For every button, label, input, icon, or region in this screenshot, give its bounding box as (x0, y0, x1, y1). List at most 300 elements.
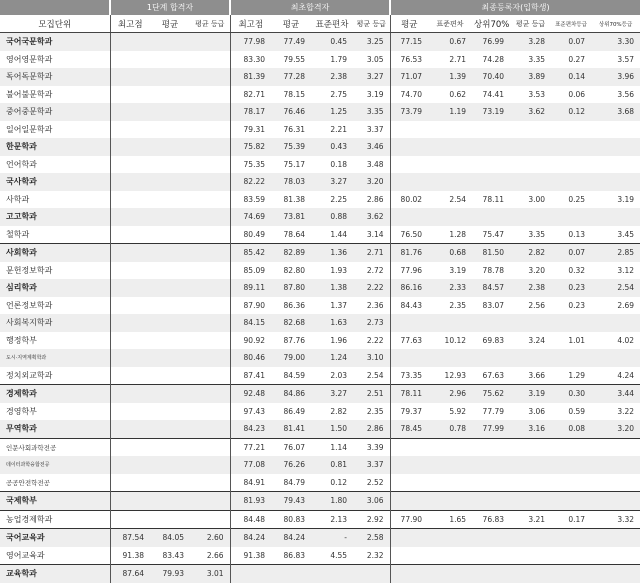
score-cell: 3.27 (353, 68, 390, 86)
score-cell: 0.23 (551, 279, 591, 297)
score-cell: 81.41 (271, 420, 311, 438)
score-cell (510, 314, 551, 332)
score-cell: 81.38 (271, 191, 311, 209)
score-cell: 79.31 (230, 121, 271, 139)
department-name: 불어불문학과 (0, 86, 110, 104)
score-cell: 84.59 (271, 367, 311, 385)
score-cell (428, 121, 472, 139)
score-cell (190, 474, 230, 492)
score-cell (190, 156, 230, 174)
score-cell: 80.49 (230, 226, 271, 244)
score-cell: 67.63 (472, 367, 510, 385)
score-cell (150, 86, 190, 104)
score-cell: 79.93 (150, 565, 190, 583)
department-name: 언론정보학과 (0, 297, 110, 315)
score-cell: 76.31 (271, 121, 311, 139)
department-name: 인문사회과학전공 (0, 438, 110, 456)
score-cell (190, 492, 230, 511)
score-cell: 0.18 (311, 156, 353, 174)
score-cell: 74.41 (472, 86, 510, 104)
score-cell: 77.49 (271, 33, 311, 51)
score-cell (428, 565, 472, 583)
score-cell (428, 173, 472, 191)
score-cell: 0.43 (311, 138, 353, 156)
score-cell: 0.23 (551, 297, 591, 315)
score-cell: 0.17 (551, 510, 591, 529)
score-cell: 77.15 (390, 33, 428, 51)
score-cell (150, 262, 190, 280)
score-cell: 3.35 (353, 103, 390, 121)
score-cell: 84.79 (271, 474, 311, 492)
score-cell: 2.69 (591, 297, 640, 315)
score-cell: 87.41 (230, 367, 271, 385)
score-cell: 2.32 (353, 547, 390, 565)
table-row (0, 51, 640, 69)
score-cell: 2.52 (353, 474, 390, 492)
table-row (0, 103, 640, 121)
score-cell (510, 547, 551, 565)
score-cell (190, 456, 230, 474)
score-cell: 77.98 (230, 33, 271, 51)
score-cell (110, 438, 150, 456)
table-row (0, 208, 640, 226)
score-cell (150, 314, 190, 332)
score-cell: 74.28 (472, 51, 510, 69)
score-cell: 78.15 (271, 86, 311, 104)
department-name: 국어국문학과 (0, 33, 110, 51)
table-row (0, 349, 640, 367)
score-cell (110, 68, 150, 86)
score-cell (150, 456, 190, 474)
score-cell (390, 208, 428, 226)
score-cell: 2.35 (353, 403, 390, 421)
score-cell: 77.63 (390, 332, 428, 350)
table-row (0, 279, 640, 297)
department-name: 정치외교학과 (0, 367, 110, 385)
score-cell (551, 474, 591, 492)
score-cell: 84.91 (230, 474, 271, 492)
score-cell: 3.00 (510, 191, 551, 209)
table-row (0, 403, 640, 421)
department-name: 사회복지학과 (0, 314, 110, 332)
score-cell: 86.49 (271, 403, 311, 421)
score-cell (150, 332, 190, 350)
score-cell (428, 349, 472, 367)
score-cell: 81.39 (230, 68, 271, 86)
department-name: 영어영문학과 (0, 51, 110, 69)
score-cell: 82.80 (271, 262, 311, 280)
score-cell: 82.71 (230, 86, 271, 104)
score-cell: 2.13 (311, 510, 353, 529)
score-cell: 2.56 (510, 297, 551, 315)
score-cell (190, 510, 230, 529)
score-cell: 3.05 (353, 51, 390, 69)
score-cell: 77.96 (390, 262, 428, 280)
score-cell (591, 208, 640, 226)
table-row (0, 86, 640, 104)
column-header: 최고점 (110, 15, 150, 33)
table-row (0, 510, 640, 529)
score-cell: 2.96 (428, 385, 472, 403)
score-cell: 2.82 (311, 403, 353, 421)
score-cell: 76.53 (390, 51, 428, 69)
table-row (0, 332, 640, 350)
score-cell: 0.68 (428, 244, 472, 262)
score-cell (510, 565, 551, 583)
score-cell: 0.07 (551, 244, 591, 262)
score-cell: 77.99 (472, 420, 510, 438)
score-cell: 92.48 (230, 385, 271, 403)
department-name: 공공안전학전공 (0, 474, 110, 492)
score-cell: 0.88 (311, 208, 353, 226)
score-cell: 84.05 (150, 529, 190, 547)
column-header: 상위70%등급 (591, 15, 640, 33)
score-cell: 2.51 (353, 385, 390, 403)
column-header: 평균 등급 (353, 15, 390, 33)
score-cell: 3.62 (353, 208, 390, 226)
score-cell (150, 474, 190, 492)
score-cell: 87.54 (110, 529, 150, 547)
table-row (0, 226, 640, 244)
column-header: 평균 등급 (510, 15, 551, 33)
table-row (0, 547, 640, 565)
score-cell: 2.36 (353, 297, 390, 315)
score-cell (110, 297, 150, 315)
score-cell: 0.08 (551, 420, 591, 438)
column-header: 표준편차 (428, 15, 472, 33)
score-cell (150, 191, 190, 209)
score-cell (472, 208, 510, 226)
score-cell (510, 208, 551, 226)
score-cell (110, 226, 150, 244)
score-cell: 84.24 (271, 529, 311, 547)
score-cell (591, 529, 640, 547)
score-cell: 0.81 (311, 456, 353, 474)
score-cell: 3.25 (353, 33, 390, 51)
score-cell: 84.86 (271, 385, 311, 403)
score-cell (150, 403, 190, 421)
score-cell (510, 456, 551, 474)
table-row (0, 456, 640, 474)
table-row (0, 367, 640, 385)
score-cell (150, 297, 190, 315)
score-cell (271, 565, 311, 583)
score-cell: 3.45 (591, 226, 640, 244)
score-cell: 91.38 (230, 547, 271, 565)
score-cell: 1.19 (428, 103, 472, 121)
score-cell (110, 332, 150, 350)
department-name: 독어독문학과 (0, 68, 110, 86)
score-cell (428, 314, 472, 332)
score-cell (190, 349, 230, 367)
score-cell (591, 121, 640, 139)
score-cell: 0.12 (551, 103, 591, 121)
score-cell: 0.30 (551, 385, 591, 403)
score-cell (190, 438, 230, 456)
score-cell (551, 173, 591, 191)
score-cell (551, 492, 591, 511)
score-cell: 1.39 (428, 68, 472, 86)
department-name: 고고학과 (0, 208, 110, 226)
group-header-initial: 최초합격자 (230, 0, 390, 15)
score-cell (390, 156, 428, 174)
score-cell (110, 262, 150, 280)
score-cell: 1.93 (311, 262, 353, 280)
score-cell: 2.92 (353, 510, 390, 529)
score-cell (510, 438, 551, 456)
score-cell (551, 156, 591, 174)
score-cell: 78.03 (271, 173, 311, 191)
department-name: 농업경제학과 (0, 510, 110, 529)
score-cell (190, 173, 230, 191)
score-cell: 3.20 (353, 173, 390, 191)
table-row (0, 68, 640, 86)
score-cell: 2.86 (353, 191, 390, 209)
score-cell (591, 492, 640, 511)
score-cell (110, 420, 150, 438)
score-cell (110, 279, 150, 297)
score-cell (591, 314, 640, 332)
department-name: 국사학과 (0, 173, 110, 191)
score-cell: 3.57 (591, 51, 640, 69)
score-cell: 0.62 (428, 86, 472, 104)
score-cell: 78.11 (472, 191, 510, 209)
score-cell (591, 438, 640, 456)
score-cell: 3.22 (591, 403, 640, 421)
score-cell: 3.21 (510, 510, 551, 529)
score-cell: 2.71 (353, 244, 390, 262)
score-cell: 2.71 (428, 51, 472, 69)
score-cell (551, 438, 591, 456)
table-row (0, 297, 640, 315)
score-cell (551, 349, 591, 367)
score-cell (110, 349, 150, 367)
score-cell: 3.14 (353, 226, 390, 244)
score-cell (390, 547, 428, 565)
score-cell (510, 474, 551, 492)
score-cell: 3.24 (510, 332, 551, 350)
score-cell: 86.83 (271, 547, 311, 565)
score-cell: 0.07 (551, 33, 591, 51)
department-name: 언어학과 (0, 156, 110, 174)
score-cell: 84.48 (230, 510, 271, 529)
score-cell (190, 121, 230, 139)
score-cell: 3.35 (510, 51, 551, 69)
score-cell: 3.19 (591, 191, 640, 209)
score-cell: 3.19 (510, 385, 551, 403)
score-cell (190, 191, 230, 209)
score-cell (150, 349, 190, 367)
score-cell (591, 173, 640, 191)
score-cell (472, 349, 510, 367)
score-cell: 2.72 (353, 262, 390, 280)
score-cell: 90.92 (230, 332, 271, 350)
score-cell (390, 349, 428, 367)
department-name: 행정학부 (0, 332, 110, 350)
score-cell: 2.21 (311, 121, 353, 139)
score-cell (190, 226, 230, 244)
score-cell: 77.28 (271, 68, 311, 86)
department-name: 사회학과 (0, 244, 110, 262)
score-cell: 0.67 (428, 33, 472, 51)
score-cell: 78.17 (230, 103, 271, 121)
score-cell (110, 103, 150, 121)
department-name: 사학과 (0, 191, 110, 209)
score-cell: 2.82 (510, 244, 551, 262)
score-cell (110, 510, 150, 529)
score-cell (472, 529, 510, 547)
score-cell: 86.16 (390, 279, 428, 297)
score-cell (428, 547, 472, 565)
score-cell: 2.38 (311, 68, 353, 86)
table-row (0, 121, 640, 139)
score-cell: 3.48 (353, 156, 390, 174)
score-cell: 1.50 (311, 420, 353, 438)
score-cell: 70.40 (472, 68, 510, 86)
score-cell: 83.59 (230, 191, 271, 209)
score-cell (110, 474, 150, 492)
score-cell: 85.09 (230, 262, 271, 280)
score-cell: 87.76 (271, 332, 311, 350)
score-cell (150, 103, 190, 121)
score-cell: 83.43 (150, 547, 190, 565)
table-row (0, 385, 640, 403)
score-cell (390, 438, 428, 456)
score-cell: 3.89 (510, 68, 551, 86)
score-cell: 2.66 (190, 547, 230, 565)
score-cell: 3.32 (591, 510, 640, 529)
department-name: 문헌정보학과 (0, 262, 110, 280)
score-cell (510, 121, 551, 139)
score-cell (190, 385, 230, 403)
score-cell: 0.06 (551, 86, 591, 104)
score-cell (150, 226, 190, 244)
score-cell: 2.35 (428, 297, 472, 315)
score-cell (510, 492, 551, 511)
score-cell (190, 244, 230, 262)
score-cell (190, 103, 230, 121)
score-cell: 76.99 (472, 33, 510, 51)
group-header-empty (0, 0, 110, 15)
score-cell (428, 456, 472, 474)
score-cell: 76.26 (271, 456, 311, 474)
department-name: 무역학과 (0, 420, 110, 438)
score-cell (190, 297, 230, 315)
score-cell: 1.25 (311, 103, 353, 121)
table-row (0, 565, 640, 583)
table-row (0, 156, 640, 174)
score-cell (110, 121, 150, 139)
score-cell (110, 51, 150, 69)
score-cell (190, 68, 230, 86)
score-cell (150, 173, 190, 191)
score-cell (472, 474, 510, 492)
score-cell (510, 138, 551, 156)
score-cell (110, 138, 150, 156)
score-cell: 5.92 (428, 403, 472, 421)
score-cell: 2.75 (311, 86, 353, 104)
score-cell: 3.12 (591, 262, 640, 280)
score-cell: 84.24 (230, 529, 271, 547)
score-cell (150, 33, 190, 51)
score-cell: 2.54 (353, 367, 390, 385)
score-cell (428, 208, 472, 226)
score-cell (110, 492, 150, 511)
score-cell: 12.93 (428, 367, 472, 385)
score-cell: 1.37 (311, 297, 353, 315)
score-cell: 77.90 (390, 510, 428, 529)
table-row (0, 314, 640, 332)
score-cell (591, 156, 640, 174)
score-cell: 3.28 (510, 33, 551, 51)
score-cell: 2.38 (510, 279, 551, 297)
score-cell (150, 68, 190, 86)
score-cell: 77.08 (230, 456, 271, 474)
score-cell: 81.76 (390, 244, 428, 262)
score-cell: 2.33 (428, 279, 472, 297)
score-cell: 82.22 (230, 173, 271, 191)
score-cell (150, 156, 190, 174)
score-cell (390, 121, 428, 139)
score-cell (110, 244, 150, 262)
score-cell (390, 456, 428, 474)
score-cell: 1.79 (311, 51, 353, 69)
score-cell (150, 208, 190, 226)
column-header: 표준편차등급 (551, 15, 591, 33)
score-cell (390, 173, 428, 191)
column-header: 모집단위 (0, 15, 110, 33)
score-cell: 82.89 (271, 244, 311, 262)
score-cell: 2.60 (190, 529, 230, 547)
department-name: 경영학부 (0, 403, 110, 421)
score-cell (190, 262, 230, 280)
score-cell (110, 385, 150, 403)
score-cell: 3.06 (353, 492, 390, 511)
score-cell: 80.02 (390, 191, 428, 209)
table-row (0, 191, 640, 209)
score-cell: 0.27 (551, 51, 591, 69)
score-cell: 76.83 (472, 510, 510, 529)
column-header-row (0, 15, 640, 33)
column-header: 평균 (271, 15, 311, 33)
score-cell: 80.83 (271, 510, 311, 529)
score-cell (510, 173, 551, 191)
score-cell (190, 51, 230, 69)
score-cell (472, 438, 510, 456)
score-cell: 0.32 (551, 262, 591, 280)
table-row (0, 492, 640, 511)
department-name: 심리학과 (0, 279, 110, 297)
column-header: 평균 (150, 15, 190, 33)
table-body (0, 33, 640, 583)
score-cell (190, 403, 230, 421)
score-cell: 2.86 (353, 420, 390, 438)
department-name: 철학과 (0, 226, 110, 244)
score-cell: 1.65 (428, 510, 472, 529)
score-cell: 3.35 (510, 226, 551, 244)
score-cell: 87.90 (230, 297, 271, 315)
score-cell: 2.22 (353, 332, 390, 350)
score-cell (510, 349, 551, 367)
score-cell: 78.78 (472, 262, 510, 280)
score-cell (472, 456, 510, 474)
score-cell: 1.24 (311, 349, 353, 367)
table-row (0, 474, 640, 492)
score-cell: 75.17 (271, 156, 311, 174)
score-cell (428, 474, 472, 492)
score-cell: 69.83 (472, 332, 510, 350)
table-row (0, 438, 640, 456)
